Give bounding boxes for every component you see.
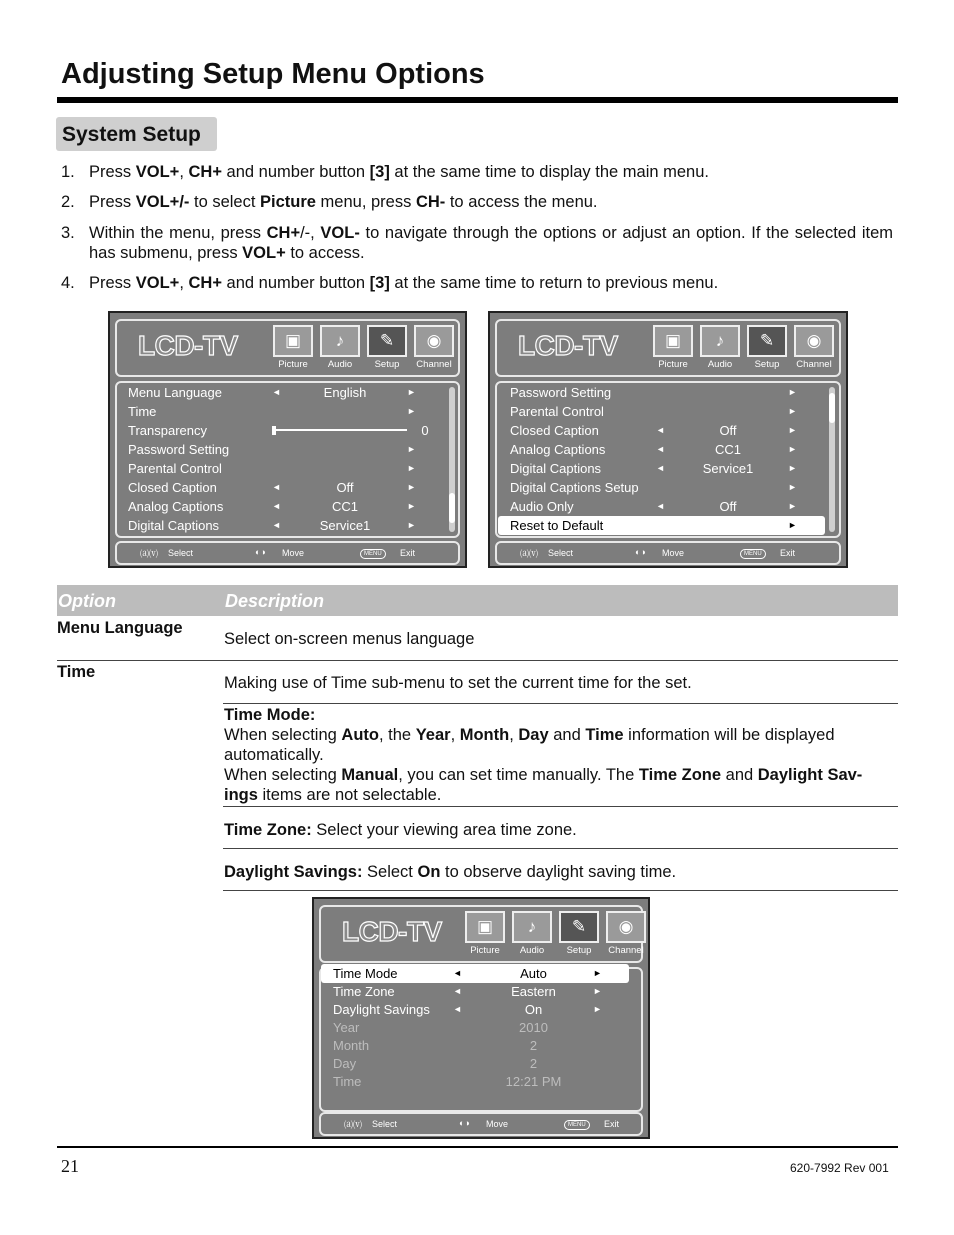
setup-menu-screen-2	[488, 311, 848, 568]
menu-row-value: Service1	[702, 461, 754, 476]
desc-time-zone: Time Zone: Select your viewing area time zone.	[224, 821, 577, 839]
arrow-right-icon: ►	[788, 501, 797, 511]
time-menu-screen	[312, 897, 650, 1139]
menu-row-value: Off	[719, 423, 737, 438]
step-3: 3. Within the menu, press CH+/-, VOL- to navigate through the options or adjust an option. If the selected item has submenu, press VOL+ to access.	[61, 224, 893, 262]
menu-key-icon	[360, 548, 386, 559]
row-divider	[223, 806, 898, 807]
menu-row-label: Parental Control	[510, 404, 604, 419]
desc-time-mode: Time Mode: When selecting Auto, the Year, Month, Day and Time information will be displayed automatically. When selecting Manual, you can set time manually. The Time Zone and Daylight Sav-ings items are not selectable.	[224, 706, 863, 804]
step-4: 4. Press VOL+, CH+ and number button [3] at the same time to return to previous menu.	[61, 274, 719, 292]
footer-move: Move	[486, 1119, 509, 1129]
menu-row[interactable]	[321, 1054, 629, 1073]
menu-row[interactable]	[498, 459, 825, 478]
footer-select: Select	[548, 548, 574, 558]
desc-daylight-savings: Daylight Savings: Select On to observe daylight saving time.	[224, 863, 677, 881]
menu-row-value: 0	[421, 423, 429, 438]
arrow-right-icon: ►	[788, 444, 797, 454]
menu-key-icon	[740, 548, 766, 559]
step-number: 3.	[61, 224, 75, 242]
select-icon: ⒜⒱	[140, 549, 159, 559]
move-icon: ◐◑	[459, 1118, 470, 1128]
menu-footer-frame	[319, 1112, 643, 1136]
menu-key-icon	[564, 1119, 590, 1130]
menu-row-label: Reset to Default	[510, 518, 604, 533]
tools-icon: ✎	[367, 325, 407, 357]
arrow-right-icon: ►	[788, 463, 797, 473]
menu-row-value: 2	[529, 1038, 538, 1053]
step-number: 1.	[61, 163, 75, 181]
arrow-right-icon: ►	[407, 406, 416, 416]
arrow-right-icon: ►	[788, 406, 797, 416]
arrow-left-icon: ◄	[656, 501, 665, 511]
row-divider	[223, 848, 898, 849]
arrow-left-icon: ◄	[272, 387, 281, 397]
arrow-right-icon: ►	[407, 444, 416, 454]
menu-row-label: Year	[333, 1020, 360, 1035]
tab-channel: Channel	[608, 945, 644, 956]
globe-icon: ◉	[794, 325, 834, 357]
document-revision: 620-7992 Rev 001	[790, 1161, 889, 1175]
arrow-right-icon: ►	[407, 501, 416, 511]
desc-menu-language: Select on-screen menus language	[224, 630, 475, 648]
arrow-left-icon: ◄	[656, 463, 665, 473]
tab-channel: Channel	[796, 359, 832, 370]
menu-row-label: Password Setting	[128, 442, 230, 457]
page-number: 21	[61, 1156, 79, 1176]
menu-row-label: Closed Caption	[128, 480, 217, 495]
row-divider	[223, 890, 898, 891]
menu-row-label: Time	[333, 1074, 362, 1089]
row-divider	[223, 703, 898, 704]
arrow-right-icon: ►	[788, 387, 797, 397]
music-icon: ♪	[512, 911, 552, 943]
menu-row[interactable]	[498, 383, 825, 402]
menu-row-value: Eastern	[511, 984, 556, 999]
tab-setup: Setup	[566, 945, 592, 956]
menu-row-label: Digital Captions	[128, 518, 220, 533]
step-2: 2. Press VOL+/- to select Picture menu, press CH- to access the menu.	[61, 193, 598, 211]
globe-icon: ◉	[606, 911, 646, 943]
menu-row-value: 2010	[519, 1020, 548, 1035]
tab-setup: Setup	[374, 359, 400, 370]
footer-select: Select	[372, 1119, 398, 1129]
menu-row-label: Transparency	[128, 423, 207, 438]
menu-key-label: MENU	[564, 1120, 590, 1130]
arrow-left-icon: ◄	[453, 986, 462, 996]
menu-row-value: Off	[719, 499, 737, 514]
menu-row[interactable]	[498, 497, 825, 516]
menu-row[interactable]	[498, 421, 825, 440]
menu-row[interactable]	[122, 459, 444, 478]
arrow-right-icon: ►	[593, 1004, 602, 1014]
tab-picture: Picture	[278, 359, 308, 370]
menu-row[interactable]	[321, 1018, 629, 1037]
footer-exit: Exit	[400, 548, 416, 558]
menu-row[interactable]	[498, 478, 825, 497]
menu-row[interactable]	[122, 421, 444, 440]
table-header	[57, 585, 898, 616]
arrow-right-icon: ►	[788, 482, 797, 492]
menu-row-label: Day	[333, 1056, 357, 1071]
step-number: 2.	[61, 193, 75, 211]
menu-row-label: Password Setting	[510, 385, 612, 400]
move-icon: ◐◑	[635, 547, 646, 557]
menu-row-value: 2	[529, 1056, 538, 1071]
menu-row-label: Time	[128, 404, 157, 419]
move-icon: ◐◑	[255, 547, 266, 557]
menu-key-label: MENU	[740, 549, 766, 559]
menu-row-label: Digital Captions Setup	[510, 480, 639, 495]
camera-icon: ▣	[465, 911, 505, 943]
arrow-right-icon: ►	[407, 387, 416, 397]
tab-audio: Audio	[327, 359, 353, 370]
arrow-right-icon: ►	[593, 968, 602, 978]
menu-row-value: 12:21 PM	[505, 1074, 562, 1089]
menu-row-value: Service1	[319, 518, 371, 533]
tools-icon: ✎	[559, 911, 599, 943]
menu-row-label: Digital Captions	[510, 461, 602, 476]
footer-select: Select	[168, 548, 194, 558]
arrow-right-icon: ►	[407, 520, 416, 530]
tab-audio: Audio	[707, 359, 733, 370]
arrow-right-icon: ►	[788, 425, 797, 435]
menu-row-label: Audio Only	[510, 499, 574, 514]
footer-move: Move	[662, 548, 685, 558]
menu-row-label: Month	[333, 1038, 370, 1053]
menu-row-label: Analog Captions	[128, 499, 224, 514]
arrow-left-icon: ◄	[272, 520, 281, 530]
slider-thumb	[272, 426, 276, 435]
menu-row-label: Closed Caption	[510, 423, 599, 438]
transparency-slider	[272, 429, 407, 431]
music-icon: ♪	[320, 325, 360, 357]
arrow-left-icon: ◄	[272, 501, 281, 511]
lcd-tv-logo: LCD-TV	[518, 330, 618, 361]
scrollbar-thumb	[829, 393, 835, 423]
select-icon: ⒜⒱	[344, 1120, 363, 1130]
footer-rule	[57, 1146, 898, 1148]
column-header-description: Description	[225, 591, 325, 611]
menu-key-label: MENU	[360, 549, 386, 559]
menu-row-label: Analog Captions	[510, 442, 606, 457]
menu-row[interactable]	[321, 1072, 629, 1091]
scrollbar-thumb	[449, 493, 455, 523]
arrow-right-icon: ►	[407, 463, 416, 473]
menu-row[interactable]	[498, 402, 825, 421]
arrow-left-icon: ◄	[272, 482, 281, 492]
row-divider	[57, 660, 898, 661]
page-title: Adjusting Setup Menu Options	[61, 58, 485, 90]
setup-menu-screen-1	[108, 311, 467, 568]
footer-exit: Exit	[604, 1119, 620, 1129]
arrow-right-icon: ►	[407, 482, 416, 492]
tab-picture: Picture	[658, 359, 688, 370]
column-header-option: Option	[58, 591, 116, 611]
menu-row[interactable]	[122, 497, 444, 516]
menu-row-label: Parental Control	[128, 461, 222, 476]
tab-audio: Audio	[519, 945, 545, 956]
menu-row-label: Time Mode	[333, 966, 398, 981]
globe-icon: ◉	[414, 325, 454, 357]
tab-picture: Picture	[470, 945, 500, 956]
menu-row-value: On	[524, 1002, 543, 1017]
lcd-tv-logo: LCD-TV	[342, 916, 442, 947]
tools-icon: ✎	[747, 325, 787, 357]
menu-row-value: CC1	[714, 442, 741, 457]
arrow-right-icon: ►	[593, 986, 602, 996]
menu-row[interactable]	[122, 516, 444, 535]
menu-row-value: Auto	[520, 966, 547, 981]
menu-row[interactable]	[122, 402, 444, 421]
menu-row[interactable]	[122, 383, 444, 402]
menu-row[interactable]	[321, 964, 629, 983]
footer-move: Move	[282, 548, 305, 558]
step-1: 1. Press VOL+, CH+ and number button [3] at the same time to display the main menu.	[61, 163, 709, 181]
desc-time: Making use of Time sub-menu to set the current time for the set.	[224, 674, 692, 692]
menu-row[interactable]	[498, 516, 825, 535]
menu-row[interactable]	[122, 440, 444, 459]
menu-row-value: CC1	[331, 499, 358, 514]
arrow-left-icon: ◄	[656, 425, 665, 435]
arrow-left-icon: ◄	[453, 1004, 462, 1014]
menu-row-label: Time Zone	[333, 984, 395, 999]
tab-setup: Setup	[754, 359, 780, 370]
menu-row[interactable]	[122, 478, 444, 497]
music-icon: ♪	[700, 325, 740, 357]
step-number: 4.	[61, 274, 75, 292]
menu-row[interactable]	[498, 440, 825, 459]
tab-channel: Channel	[416, 359, 452, 370]
menu-row-label: Daylight Savings	[333, 1002, 430, 1017]
section-heading: System Setup	[56, 117, 217, 151]
lcd-tv-logo: LCD-TV	[138, 330, 238, 361]
footer-exit: Exit	[780, 548, 796, 558]
arrow-right-icon: ►	[788, 520, 797, 530]
title-rule	[57, 97, 898, 103]
arrow-left-icon: ◄	[453, 968, 462, 978]
menu-row[interactable]	[321, 1000, 629, 1019]
option-menu-language: Menu Language	[57, 619, 183, 637]
menu-row[interactable]	[321, 1036, 629, 1055]
menu-row[interactable]	[321, 982, 629, 1001]
arrow-left-icon: ◄	[656, 444, 665, 454]
option-time: Time	[57, 663, 96, 681]
menu-row-value: Off	[336, 480, 354, 495]
camera-icon: ▣	[273, 325, 313, 357]
menu-row-label: Menu Language	[128, 385, 222, 400]
menu-row-value: English	[323, 385, 367, 400]
select-icon: ⒜⒱	[520, 549, 539, 559]
camera-icon: ▣	[653, 325, 693, 357]
